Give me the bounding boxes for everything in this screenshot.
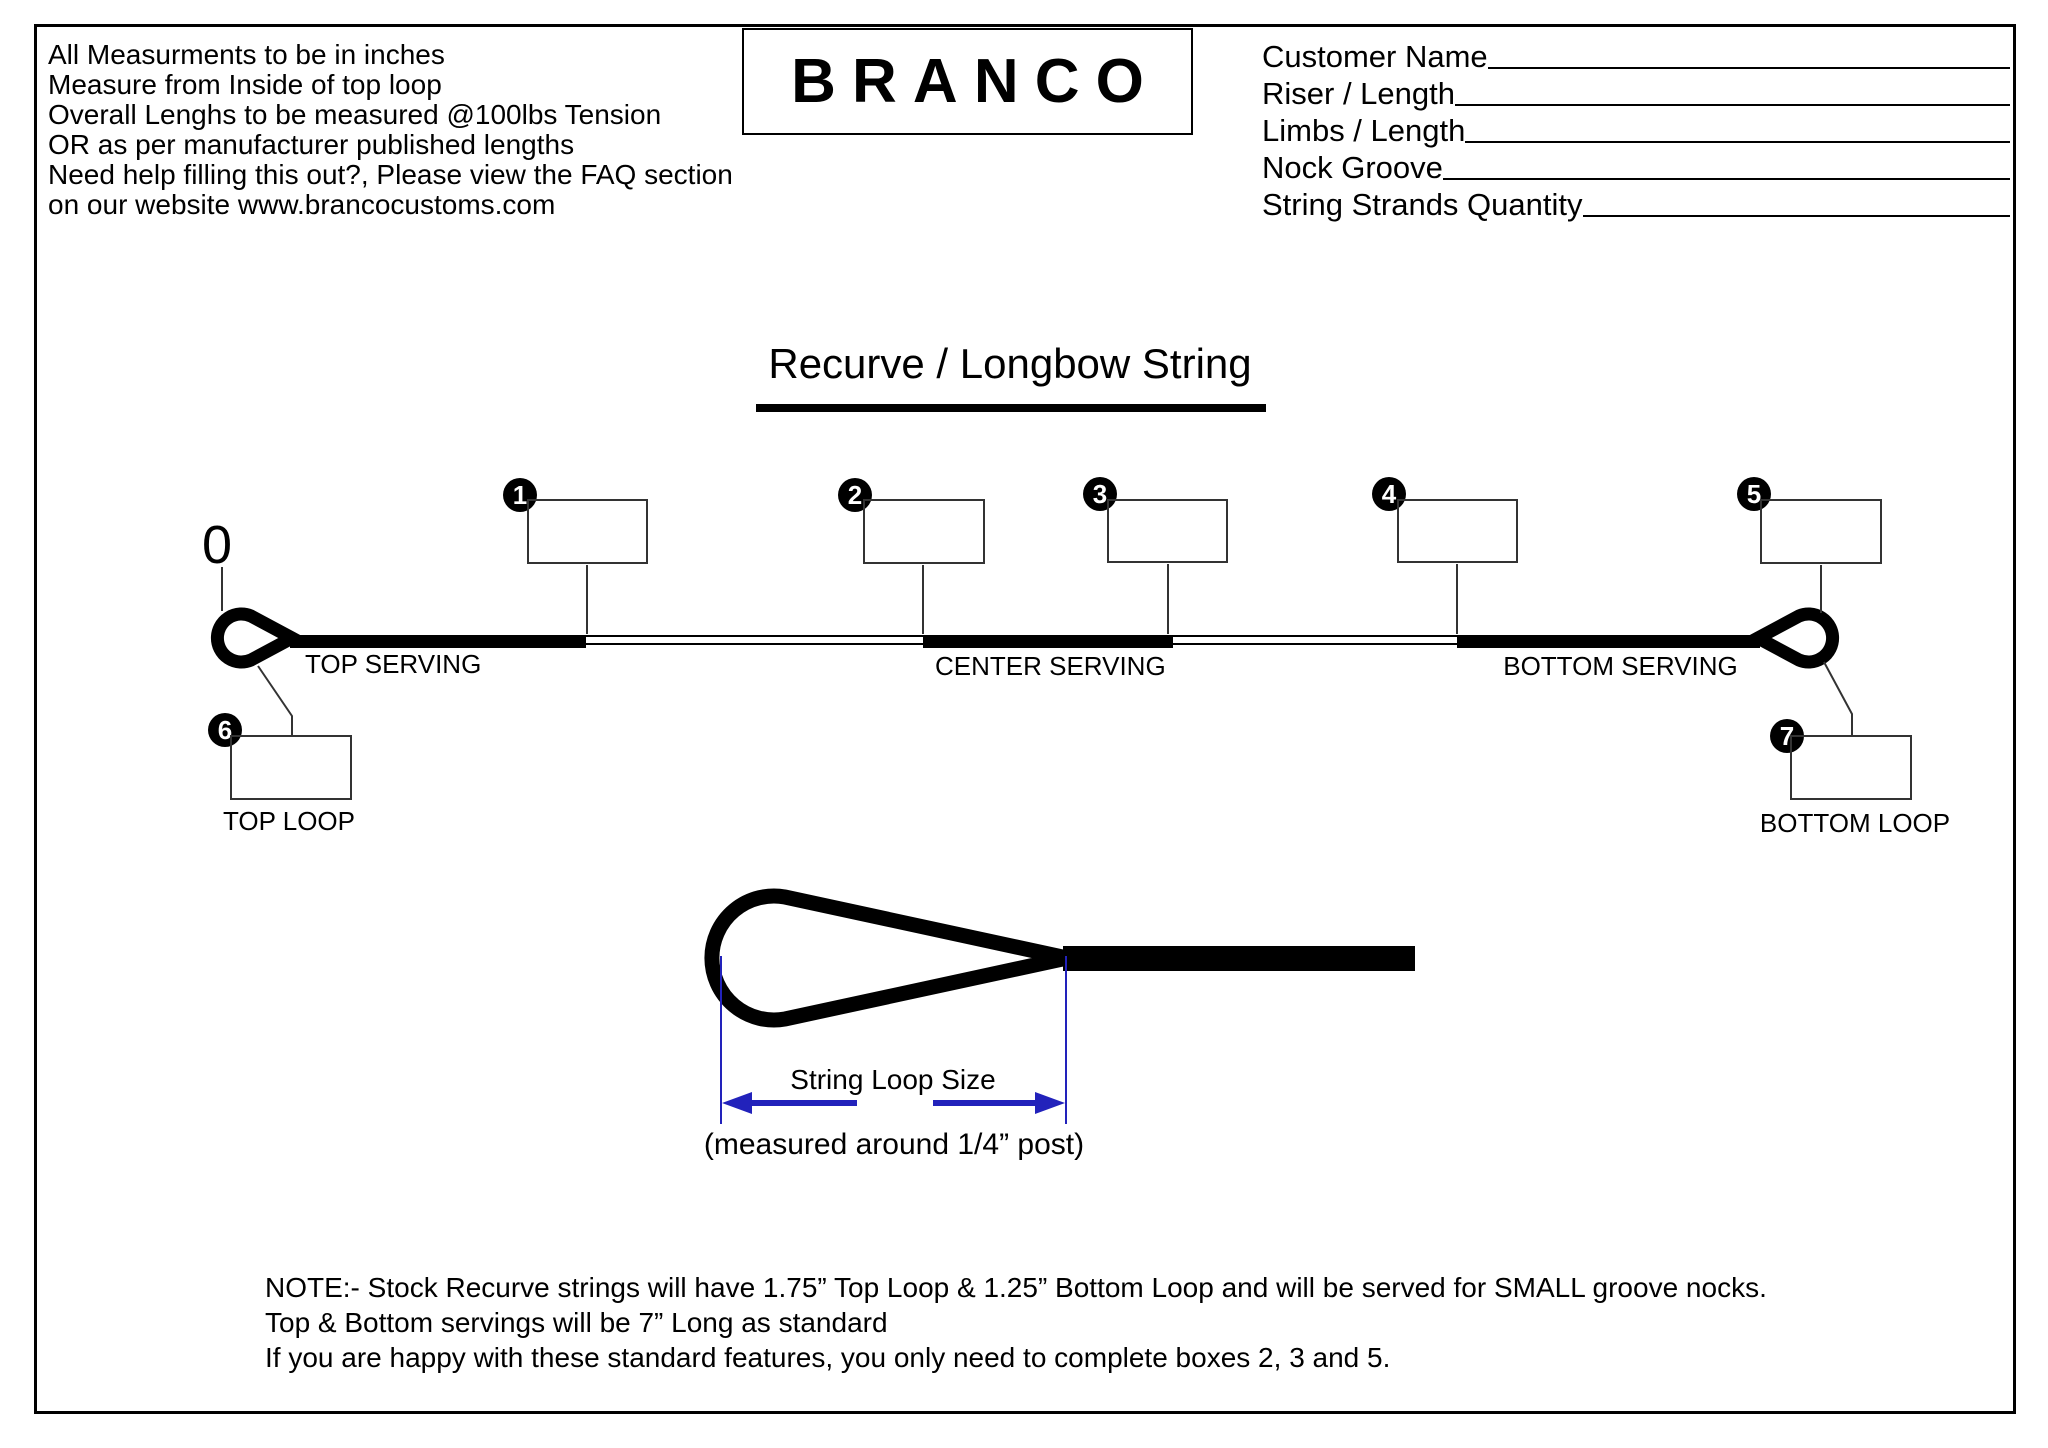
top-loop-shape (217, 614, 292, 662)
instruction-line: Measure from Inside of top loop (48, 69, 442, 100)
instruction-line: All Measurments to be in inches (48, 39, 445, 70)
customer-name-label: Customer Name (1262, 39, 1488, 74)
nock-groove-label: Nock Groove (1262, 150, 1443, 185)
riser-length-label: Riser / Length (1262, 76, 1455, 111)
measurement-box-6[interactable] (230, 735, 352, 800)
brand-logo: BRANCO (791, 47, 1160, 116)
page-title: Recurve / Longbow String (768, 340, 1252, 387)
center-serving-bar (923, 635, 1173, 648)
top-serving-label: TOP SERVING (305, 649, 482, 679)
measurement-box-1[interactable] (527, 499, 648, 564)
badge-2: 2 (838, 478, 872, 512)
instruction-line: OR as per manufacturer published lengths (48, 129, 575, 160)
limbs-length-label: Limbs / Length (1262, 113, 1466, 148)
badge-3: 3 (1083, 477, 1117, 511)
badge-4: 4 (1372, 477, 1406, 511)
instruction-line: Need help filling this out?, Please view the FAQ section (48, 159, 733, 190)
string-loop-size-label: String Loop Size (790, 1064, 996, 1095)
badge-5: 5 (1737, 477, 1771, 511)
top-serving-bar (290, 635, 586, 648)
bottom-serving-label: BOTTOM SERVING (1503, 651, 1738, 681)
measurement-box-3[interactable] (1107, 499, 1228, 563)
note-line: If you are happy with these standard features, you only need to complete boxes 2, 3 and 5. (265, 1342, 1391, 1373)
loop-detail-shape (712, 896, 1067, 1020)
note-line: NOTE:- Stock Recurve strings will have 1.75” Top Loop & 1.25” Bottom Loop and will be served for SMALL groove nocks. (265, 1272, 1767, 1303)
badge-6: 6 (208, 713, 242, 747)
instruction-line: on our website www.brancocustoms.com (48, 189, 556, 220)
bottom-serving-bar (1457, 635, 1760, 648)
dimension-extension-lines (721, 956, 1066, 1124)
string-strands-label: String Strands Quantity (1262, 187, 1583, 222)
measurement-box-2[interactable] (863, 499, 985, 564)
loop-detail-tail (1063, 946, 1415, 971)
origin-marker: 0 (202, 515, 233, 575)
instruction-line: Overall Lenghs to be measured @100lbs Tension (48, 99, 662, 130)
measurement-box-5[interactable] (1760, 499, 1882, 564)
measurement-box-7[interactable] (1790, 735, 1912, 800)
center-serving-label: CENTER SERVING (935, 651, 1166, 681)
measurement-box-4[interactable] (1397, 499, 1518, 563)
badge-1: 1 (503, 478, 537, 512)
top-loop-label: TOP LOOP (223, 806, 355, 836)
badge-7: 7 (1770, 719, 1804, 753)
note-line: Top & Bottom servings will be 7” Long as standard (265, 1307, 888, 1338)
loop-measurement-note: (measured around 1/4” post) (703, 1128, 1085, 1161)
standard-features-note (265, 1270, 1767, 1375)
bottom-loop-label: BOTTOM LOOP (1759, 808, 1951, 838)
bottom-loop-shape (1758, 614, 1833, 662)
